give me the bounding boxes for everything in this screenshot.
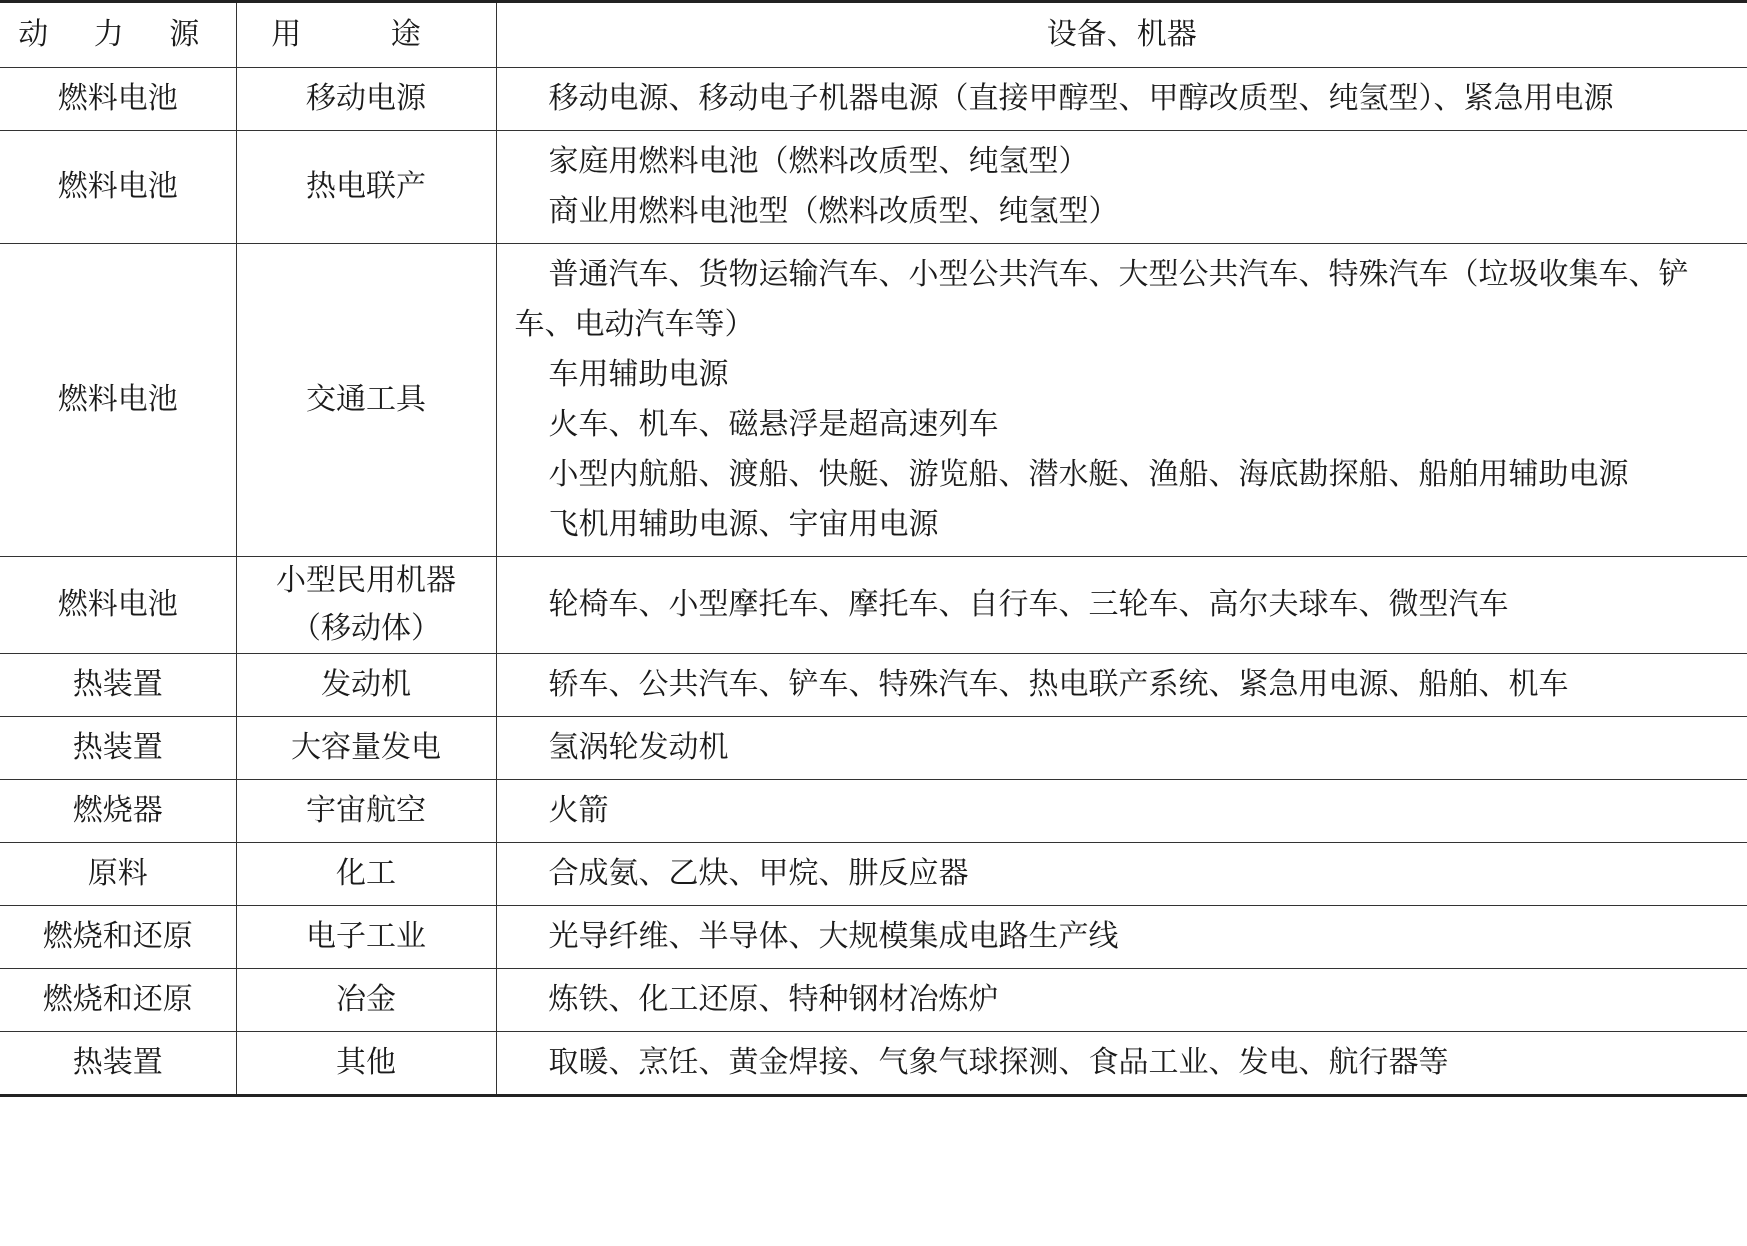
cell-use-line: 发动机: [321, 667, 411, 702]
cell-equipment-line: 火车、机车、磁悬浮是超高速列车: [548, 407, 999, 442]
cell-use-line: 冶金: [336, 982, 396, 1017]
table-row: [0, 780, 1747, 843]
table-row: [0, 843, 1747, 906]
table-row: [0, 131, 1747, 244]
cell-power-source: 热装置: [0, 654, 236, 717]
cell-power-source: 燃料电池: [0, 68, 236, 131]
cell-equipment-line: 普通汽车、货物运输汽车、小型公共汽车、大型公共汽车、特殊汽车（垃圾收集车、铲车、电动汽车等）: [514, 257, 1689, 342]
cell-use: [236, 654, 496, 717]
cell-power-source: 热装置: [0, 1032, 236, 1096]
cell-use: [236, 717, 496, 780]
cell-equipment-line: 小型内航船、渡船、快艇、游览船、潜水艇、渔船、海底勘探船、船舶用辅助电源: [548, 457, 1629, 492]
cell-use-line: 电子工业: [306, 919, 426, 954]
cell-use: [236, 131, 496, 244]
cell-equipment: [496, 244, 1747, 557]
table-header-row: [0, 2, 1747, 68]
cell-power-source: 原料: [0, 843, 236, 906]
table-row: [0, 68, 1747, 131]
cell-equipment-line: 飞机用辅助电源、宇宙用电源: [548, 507, 939, 542]
cell-equipment: [496, 1032, 1747, 1096]
cell-equipment: [496, 969, 1747, 1032]
cell-equipment-line: 轮椅车、小型摩托车、摩托车、自行车、三轮车、高尔夫球车、微型汽车: [548, 587, 1509, 622]
cell-power-source: 燃烧器: [0, 780, 236, 843]
cell-equipment-line: 移动电源、移动电子机器电源（直接甲醇型、甲醇改质型、纯氢型）、紧急用电源: [548, 81, 1614, 116]
cell-use-line: （移动体）: [291, 611, 441, 646]
cell-equipment: [496, 780, 1747, 843]
cell-equipment-line: 商业用燃料电池型（燃料改质型、纯氢型）: [548, 194, 1119, 229]
cell-equipment: [496, 906, 1747, 969]
table-row: [0, 969, 1747, 1032]
table-row: [0, 244, 1747, 557]
cell-use: [236, 557, 496, 654]
cell-use: [236, 244, 496, 557]
cell-power-source: 燃料电池: [0, 244, 236, 557]
cell-power-source: 燃烧和还原: [0, 969, 236, 1032]
table-row: [0, 557, 1747, 654]
cell-use-line: 交通工具: [306, 382, 426, 417]
cell-use-line: 其他: [336, 1045, 396, 1080]
cell-power-source: 燃烧和还原: [0, 906, 236, 969]
cell-equipment: [496, 557, 1747, 654]
table-row: [0, 906, 1747, 969]
header-use: [236, 2, 496, 68]
header-equipment: [496, 2, 1747, 68]
cell-equipment-line: 炼铁、化工还原、特种钢材冶炼炉: [548, 982, 999, 1017]
cell-use-line: 化工: [336, 856, 396, 891]
table-row: [0, 654, 1747, 717]
header-power-source: [0, 2, 236, 68]
cell-equipment: [496, 68, 1747, 131]
cell-equipment: [496, 843, 1747, 906]
table-row: [0, 1032, 1747, 1096]
cell-equipment-line: 取暖、烹饪、黄金焊接、气象气球探测、食品工业、发电、航行器等: [548, 1045, 1449, 1080]
cell-equipment: [496, 717, 1747, 780]
cell-power-source: 燃料电池: [0, 557, 236, 654]
header-power-source-text: 动 力 源: [18, 17, 218, 52]
cell-use: [236, 1032, 496, 1096]
cell-power-source: 热装置: [0, 717, 236, 780]
cell-use: [236, 969, 496, 1032]
cell-use: [236, 780, 496, 843]
cell-power-source: 燃料电池: [0, 131, 236, 244]
cell-use-line: 小型民用机器: [276, 563, 456, 598]
header-use-text: 用 途: [271, 17, 461, 52]
cell-equipment-line: 轿车、公共汽车、铲车、特殊汽车、热电联产系统、紧急用电源、船舶、机车: [548, 667, 1569, 702]
cell-equipment-line: 合成氨、乙炔、甲烷、肼反应器: [548, 856, 969, 891]
cell-equipment: [496, 131, 1747, 244]
cell-equipment-line: 火箭: [548, 793, 609, 828]
header-equipment-text: 设备、机器: [1046, 17, 1197, 52]
cell-equipment-line: 家庭用燃料电池（燃料改质型、纯氢型）: [548, 144, 1089, 179]
table-body: [0, 68, 1747, 1096]
table-row: [0, 717, 1747, 780]
cell-equipment-line: 光导纤维、半导体、大规模集成电路生产线: [548, 919, 1119, 954]
cell-equipment: [496, 654, 1747, 717]
cell-use: [236, 68, 496, 131]
cell-use-line: 宇宙航空: [306, 793, 426, 828]
cell-use-line: 热电联产: [306, 169, 426, 204]
cell-equipment-line: 车用辅助电源: [548, 357, 729, 392]
cell-use-line: 大容量发电: [291, 730, 441, 765]
cell-use-line: 移动电源: [306, 81, 426, 116]
cell-use: [236, 906, 496, 969]
cell-use: [236, 843, 496, 906]
cell-equipment-line: 氢涡轮发动机: [548, 730, 729, 765]
